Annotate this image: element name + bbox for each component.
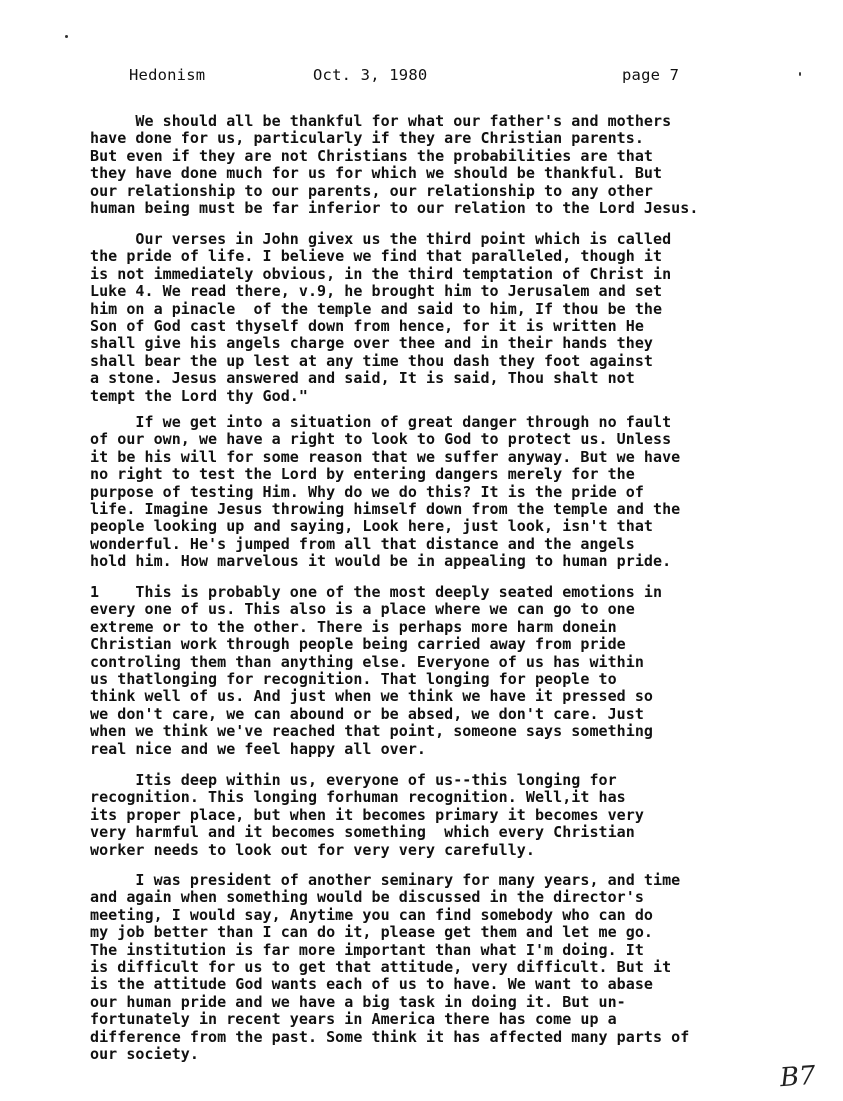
paragraph-6: I was president of another seminary for many years, and time and again when something would be discussed in the director's meeting, I would say, Anytime you can find somebody who can do my job better than I can do it, please get them and let me go. The institution is far more important than what I'm doing. It is difficult for us to get that attitude, very difficult. But it is the attitude God wants each of us to have. We want to abase our human pride and we have a big task in doing it. But un- fortunately in recent years in America there has come up a difference from the past. Some think it has affected many parts of our society. xyxy=(90,871,690,1064)
scan-speck xyxy=(65,35,68,38)
paragraph-5: Itis deep within us, everyone of us--this longing for recognition. This longing forhuman recognition. Well,it has its proper place, but when it becomes primary it becomes very very harmful and it becomes something which every Christian worker needs to look out for very very carefully. xyxy=(90,771,644,859)
scan-speck xyxy=(799,72,801,76)
header-date: Oct. 3, 1980 xyxy=(313,66,428,84)
paragraph-2: Our verses in John givex us the third point which is called the pride of life. I believe we find that paralleled, though it is not immediately obvious, in the third temptation of Christ in Luke 4. We read there, v.9, he brought him to Jerusalem and set him on a pinacle of the temple and said to him, If thou be the Son of God cast thyself down from hence, for it is written He shall give his angels charge over thee and in their hands they shall bear the up lest at any time thou dash they foot against a stone. Jesus answered and said, It is said, Thou shalt not tempt the Lord thy God." xyxy=(90,230,672,405)
paragraph-1: We should all be thankful for what our father's and mothers have done for us, particularly if they are Christian parents. But even if they are not Christians the probabilities are that they have done much for us for which we should be thankful. But our relationship to our parents, our relationship to any other human being must be far inferior to our relation to the Lord Jesus. xyxy=(90,112,699,218)
header-title: Hedonism xyxy=(129,66,206,84)
paragraph-4: 1 This is probably one of the most deeply seated emotions in every one of us. This also is a place where we can go to one extreme or to the other. There is perhaps more harm donein Christian work through people being carried away from pride controling them than anything else. Everyone of us has within us thatlonging for recognition. That longing for people to think well of us. And just when we think we have it pressed so we don't care, we can abound or be absed, we don't care. Just when we think we've reached that point, someone says something real nice and we feel happy all over. xyxy=(90,583,663,758)
paragraph-3: If we get into a situation of great danger through no fault of our own, we have a right to look to God to protect us. Unless it be his will for some reason that we suffer anyway. But we have no right to test the Lord by entering dangers merely for the purpose of testing Him. Why do we do this? It is the pride of life. Imagine Jesus throwing himself down from the temple and the people looking up and saying, Look here, just look, isn't that wonderful. He's jumped from all that distance and the angels hold him. How marvelous it would be in appealing to human pride. xyxy=(90,413,681,571)
handwritten-page-mark: B7 xyxy=(778,1060,817,1094)
header-page-number: page 7 xyxy=(622,66,680,84)
